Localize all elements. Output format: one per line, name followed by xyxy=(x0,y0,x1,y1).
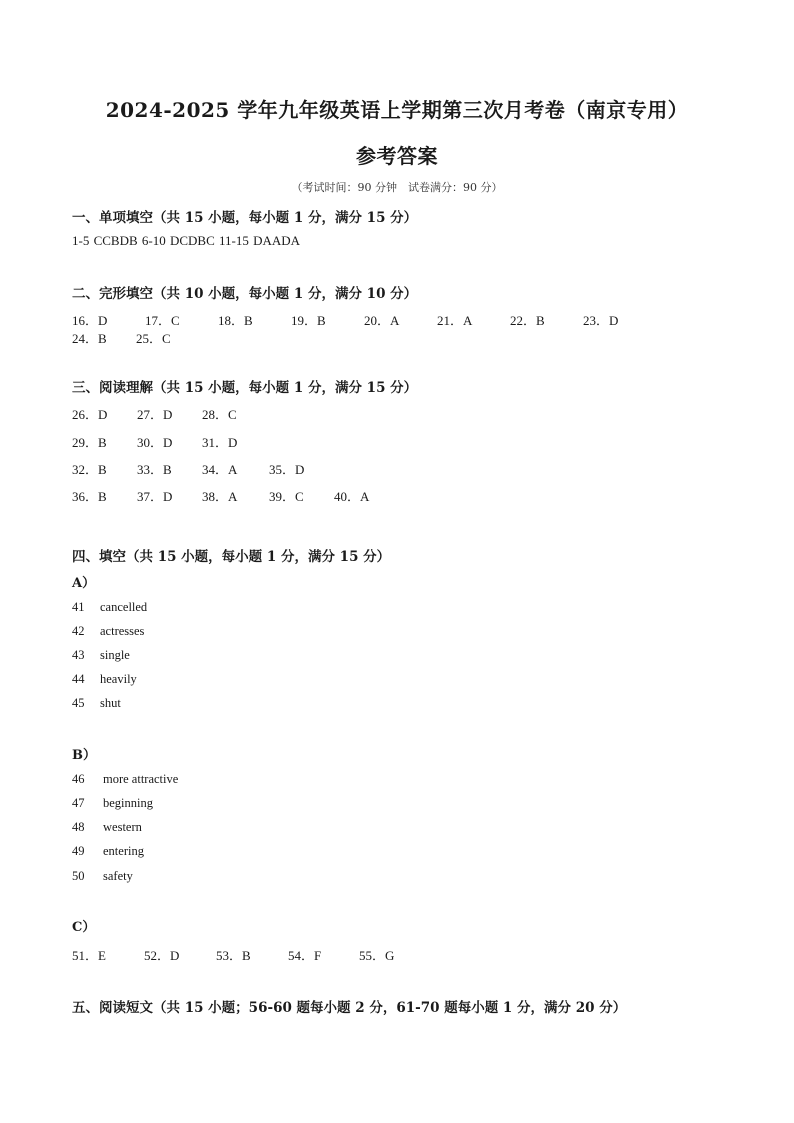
section4-partA-label: A） xyxy=(72,576,96,591)
fill-answer: more attractive xyxy=(103,772,179,786)
section3-heading: 三、阅读理解（共 15 小题，每小题 1 分，满分 15 分） xyxy=(72,380,418,396)
answer-33: 33．B xyxy=(137,462,172,477)
fill-num: 44 xyxy=(72,672,85,686)
answer-53: 53．B xyxy=(216,948,251,963)
fill-item-45 xyxy=(72,696,121,711)
answer-29: 29．B xyxy=(72,435,107,450)
answer-19: 19．B xyxy=(291,313,326,328)
answer-55: 55．G xyxy=(359,948,395,963)
fill-item-41 xyxy=(72,600,147,615)
answer-24: 24．B xyxy=(72,331,107,346)
answer-22: 22．B xyxy=(510,313,545,328)
answer-54: 54．F xyxy=(288,948,322,963)
answer-17: 17．C xyxy=(145,313,180,328)
answer-28: 28．C xyxy=(202,407,237,422)
answer-51: 51．E xyxy=(72,948,106,963)
fill-answer: safety xyxy=(103,869,133,883)
answer-52: 52．D xyxy=(144,948,180,963)
answer-38: 38．A xyxy=(202,489,238,504)
answer-27: 27．D xyxy=(137,407,173,422)
fill-item-49 xyxy=(72,844,144,859)
page-title: 2024-2025 学年九年级英语上学期第三次月考卷（南京专用） xyxy=(105,98,689,122)
fill-item-46 xyxy=(72,772,178,787)
fill-num: 45 xyxy=(72,696,85,710)
fill-item-43 xyxy=(72,648,130,663)
answer-25: 25．C xyxy=(136,331,171,346)
section1-answers: 1-5 CCBDB 6-10 DCDBC 11-15 DAADA xyxy=(72,233,301,248)
section4-heading: 四、填空（共 15 小题，每小题 1 分，满分 15 分） xyxy=(72,549,391,565)
answer-35: 35．D xyxy=(269,462,305,477)
page-subtitle: 参考答案 xyxy=(356,144,438,168)
fill-num: 42 xyxy=(72,624,85,638)
fill-num: 47 xyxy=(72,796,85,810)
answer-18: 18．B xyxy=(218,313,253,328)
answer-30: 30．D xyxy=(137,435,173,450)
fill-num: 48 xyxy=(72,820,85,834)
fill-num: 46 xyxy=(72,772,85,786)
answer-23: 23．D xyxy=(583,313,619,328)
fill-num: 49 xyxy=(72,844,85,858)
answer-37: 37．D xyxy=(137,489,173,504)
answer-31: 31．D xyxy=(202,435,238,450)
answer-32: 32．B xyxy=(72,462,107,477)
answer-21: 21．A xyxy=(437,313,473,328)
answer-20: 20．A xyxy=(364,313,400,328)
fill-answer: actresses xyxy=(100,624,145,638)
fill-item-50 xyxy=(72,869,133,884)
fill-answer: shut xyxy=(100,696,121,710)
fill-num: 41 xyxy=(72,600,85,614)
fill-num: 50 xyxy=(72,869,85,883)
section4-partC-label: C） xyxy=(72,920,96,935)
fill-answer: entering xyxy=(103,844,144,858)
answer-34: 34．A xyxy=(202,462,238,477)
fill-num: 43 xyxy=(72,648,85,662)
fill-answer: heavily xyxy=(100,672,137,686)
section2-heading: 二、完形填空（共 10 小题，每小题 1 分，满分 10 分） xyxy=(72,286,418,302)
answer-39: 39．C xyxy=(269,489,304,504)
fill-answer: cancelled xyxy=(100,600,148,614)
exam-info: （考试时间：90 分钟 试卷满分：90 分） xyxy=(291,181,503,194)
fill-item-44 xyxy=(72,672,137,687)
fill-answer: beginning xyxy=(103,796,153,810)
section4-partB-label: B） xyxy=(72,748,96,763)
fill-answer: single xyxy=(100,648,130,662)
fill-item-48 xyxy=(72,820,142,835)
fill-item-42 xyxy=(72,624,144,639)
answer-26: 26．D xyxy=(72,407,108,422)
answer-36: 36．B xyxy=(72,489,107,504)
fill-answer: western xyxy=(103,820,142,834)
answer-16: 16．D xyxy=(72,313,108,328)
section1-heading: 一、单项填空（共 15 小题，每小题 1 分，满分 15 分） xyxy=(72,210,418,226)
answer-40: 40．A xyxy=(334,489,370,504)
fill-item-47 xyxy=(72,796,153,811)
section5-heading: 五、阅读短文（共 15 小题；56-60 题每小题 2 分，61-70 题每小题 1 分，满分 20 分） xyxy=(72,1000,627,1016)
